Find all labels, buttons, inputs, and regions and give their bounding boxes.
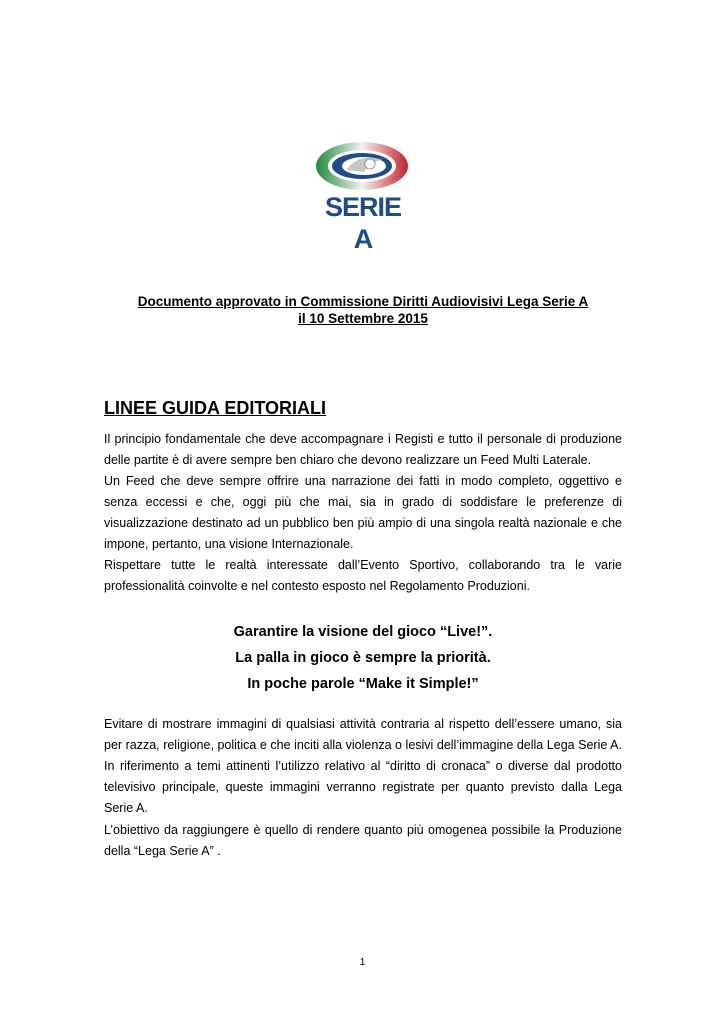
paragraph: Il principio fondamentale che deve accompagnare i Registi e tutto il personale di produzione delle partite è di avere sempre ben chiaro che devono realizzare un Feed Multi Laterale. — [104, 432, 622, 467]
page-number: 1 — [359, 957, 366, 968]
logo-wordmark: SERIE A — [324, 192, 402, 254]
approval-line-1: Documento approvato in Commissione Diritti Audiovisivi Lega Serie A — [137, 294, 589, 309]
paragraph: L’obiettivo da raggiungere è quello di rendere quanto più omogenea possibile la Produzione della “Lega Serie A” . — [104, 823, 622, 858]
approval-header — [104, 293, 622, 327]
paragraph: Evitare di mostrare immagini di qualsiasi attività contraria al rispetto dell’essere umano, sia per razza, religione, politica e che inciti alla violenza o lesivi dell’immagine della Lega Serie A. In riferimento a temi attinenti l’utilizzo relativo al “diritto di cronaca” o diverse dal prodotto televisivo principale, queste immagini verranno registrate per quanto previsto dalla Lega Serie A. — [104, 717, 622, 815]
body-paragraph-block — [104, 714, 622, 819]
paragraph: Rispettare tutte le realtà interessate dall’Evento Sportivo, collaborando tra le varie professionalità coinvolte e nel contesto esposto nel Regolamento Produzioni. — [104, 558, 622, 593]
section-title: LINEE GUIDA EDITORIALI — [104, 398, 327, 418]
slogan-line: La palla in gioco è sempre la priorità. — [235, 650, 491, 666]
slogan-line: In poche parole “Make it Simple!” — [247, 676, 479, 692]
body-paragraph-block — [104, 820, 622, 862]
slogan-line: Garantire la visione del gioco “Live!”. — [233, 624, 493, 640]
intro-block — [104, 429, 622, 597]
approval-line-2: il 10 Settembre 2015 — [298, 311, 428, 326]
slogan-block — [104, 619, 622, 697]
paragraph: Un Feed che deve sempre offrire una narrazione dei fatti in modo completo, oggettivo e senza eccessi e che, oggi più che mai, sia in grado di soddisfare le preferenze di visualizzazione destinato ad un pubblico ben più ampio di una singola realtà nazionale e che impone, pertanto, una visione Internazionale. — [104, 474, 622, 551]
